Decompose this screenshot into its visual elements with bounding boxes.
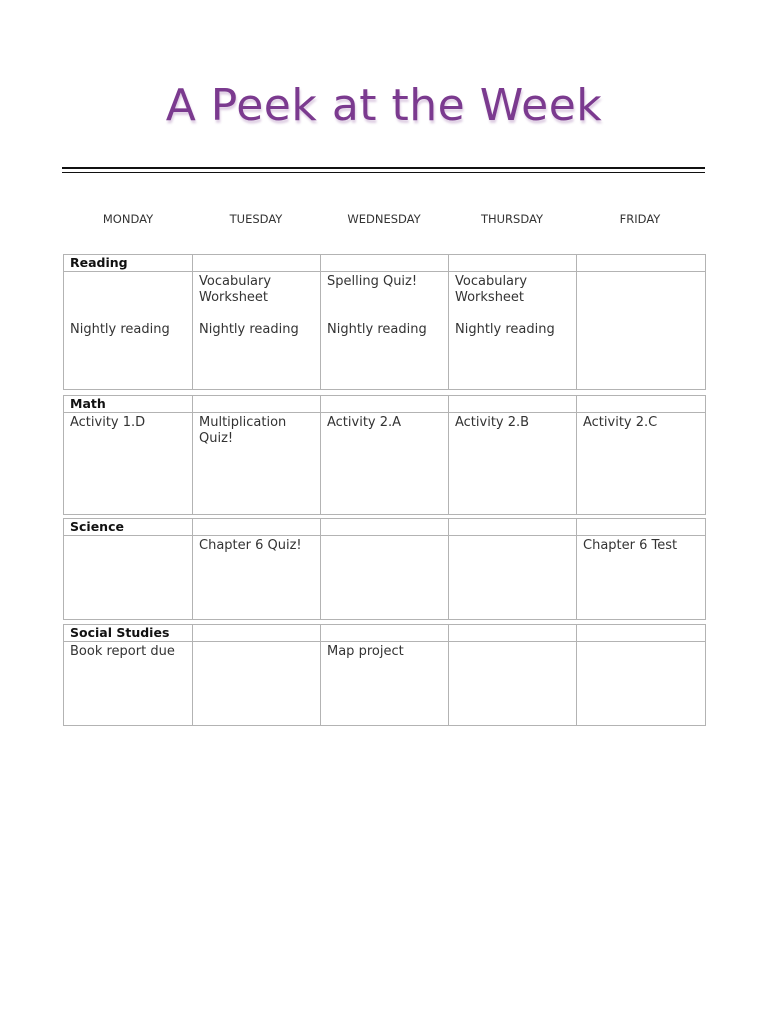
- social-studies-friday-cell: [577, 642, 706, 726]
- cell-text: Vocabulary Worksheet: [455, 274, 528, 305]
- reading-table: [63, 254, 706, 390]
- cell-text: [70, 280, 186, 312]
- cell-text: Multiplication Quiz!: [199, 415, 287, 446]
- day-header-wednesday: WEDNESDAY: [347, 212, 421, 226]
- subject-label-math: Math: [64, 396, 193, 413]
- header-blank-cell: [449, 396, 577, 413]
- header-blank-cell: [193, 396, 321, 413]
- section-reading: [63, 254, 705, 390]
- science-table: [63, 518, 706, 620]
- title-divider-thin: [62, 172, 705, 173]
- reading-wednesday-cell: [321, 272, 449, 390]
- science-wednesday-cell: [321, 536, 449, 620]
- day-header-monday: MONDAY: [102, 212, 154, 226]
- science-friday-cell: Chapter 6 Test: [577, 536, 706, 620]
- math-tuesday-cell: [193, 413, 321, 515]
- cell-text: Nightly reading: [70, 322, 170, 337]
- header-blank-cell: [193, 255, 321, 272]
- cell-text: Vocabulary Worksheet: [199, 274, 272, 305]
- header-blank-cell: [193, 625, 321, 642]
- social-studies-table: [63, 624, 706, 726]
- cell-text: Nightly reading: [327, 322, 427, 337]
- math-friday-cell: Activity 2.C: [577, 413, 706, 515]
- social-studies-thursday-cell: [449, 642, 577, 726]
- social-studies-wednesday-cell: Map project: [321, 642, 449, 726]
- day-header-tuesday: TUESDAY: [229, 212, 283, 226]
- header-blank-cell: [193, 519, 321, 536]
- science-tuesday-cell: Chapter 6 Quiz!: [193, 536, 321, 620]
- math-monday-cell: Activity 1.D: [64, 413, 193, 515]
- reading-monday-cell: [64, 272, 193, 390]
- reading-tuesday-cell: [193, 272, 321, 390]
- day-header-thursday: THURSDAY: [480, 212, 544, 226]
- header-blank-cell: [449, 255, 577, 272]
- header-blank-cell: [449, 625, 577, 642]
- day-header-row: [64, 212, 704, 226]
- page-title: A Peek at the Week: [165, 80, 603, 131]
- science-monday-cell: [64, 536, 193, 620]
- title-divider-thick: [62, 167, 705, 169]
- header-blank-cell: [577, 396, 706, 413]
- cell-text: Nightly reading: [199, 322, 299, 337]
- subject-label-social-studies: Social Studies: [64, 625, 193, 642]
- day-header-friday: FRIDAY: [619, 212, 661, 226]
- header-blank-cell: [321, 625, 449, 642]
- cell-text: Nightly reading: [455, 322, 555, 337]
- header-blank-cell: [577, 519, 706, 536]
- cell-text: Spelling Quiz!: [327, 274, 418, 289]
- header-blank-cell: [321, 255, 449, 272]
- header-blank-cell: [577, 625, 706, 642]
- science-thursday-cell: [449, 536, 577, 620]
- header-blank-cell: [321, 519, 449, 536]
- subject-label-science: Science: [64, 519, 193, 536]
- math-thursday-cell: Activity 2.B: [449, 413, 577, 515]
- subject-label-reading: Reading: [64, 255, 193, 272]
- section-science: [63, 518, 705, 620]
- header-blank-cell: [321, 396, 449, 413]
- math-wednesday-cell: Activity 2.A: [321, 413, 449, 515]
- header-blank-cell: [577, 255, 706, 272]
- social-studies-monday-cell: Book report due: [64, 642, 193, 726]
- math-table: [63, 395, 706, 515]
- section-math: [63, 395, 705, 515]
- section-social-studies: [63, 624, 705, 726]
- reading-friday-cell: [577, 272, 706, 390]
- header-blank-cell: [449, 519, 577, 536]
- social-studies-tuesday-cell: [193, 642, 321, 726]
- reading-thursday-cell: [449, 272, 577, 390]
